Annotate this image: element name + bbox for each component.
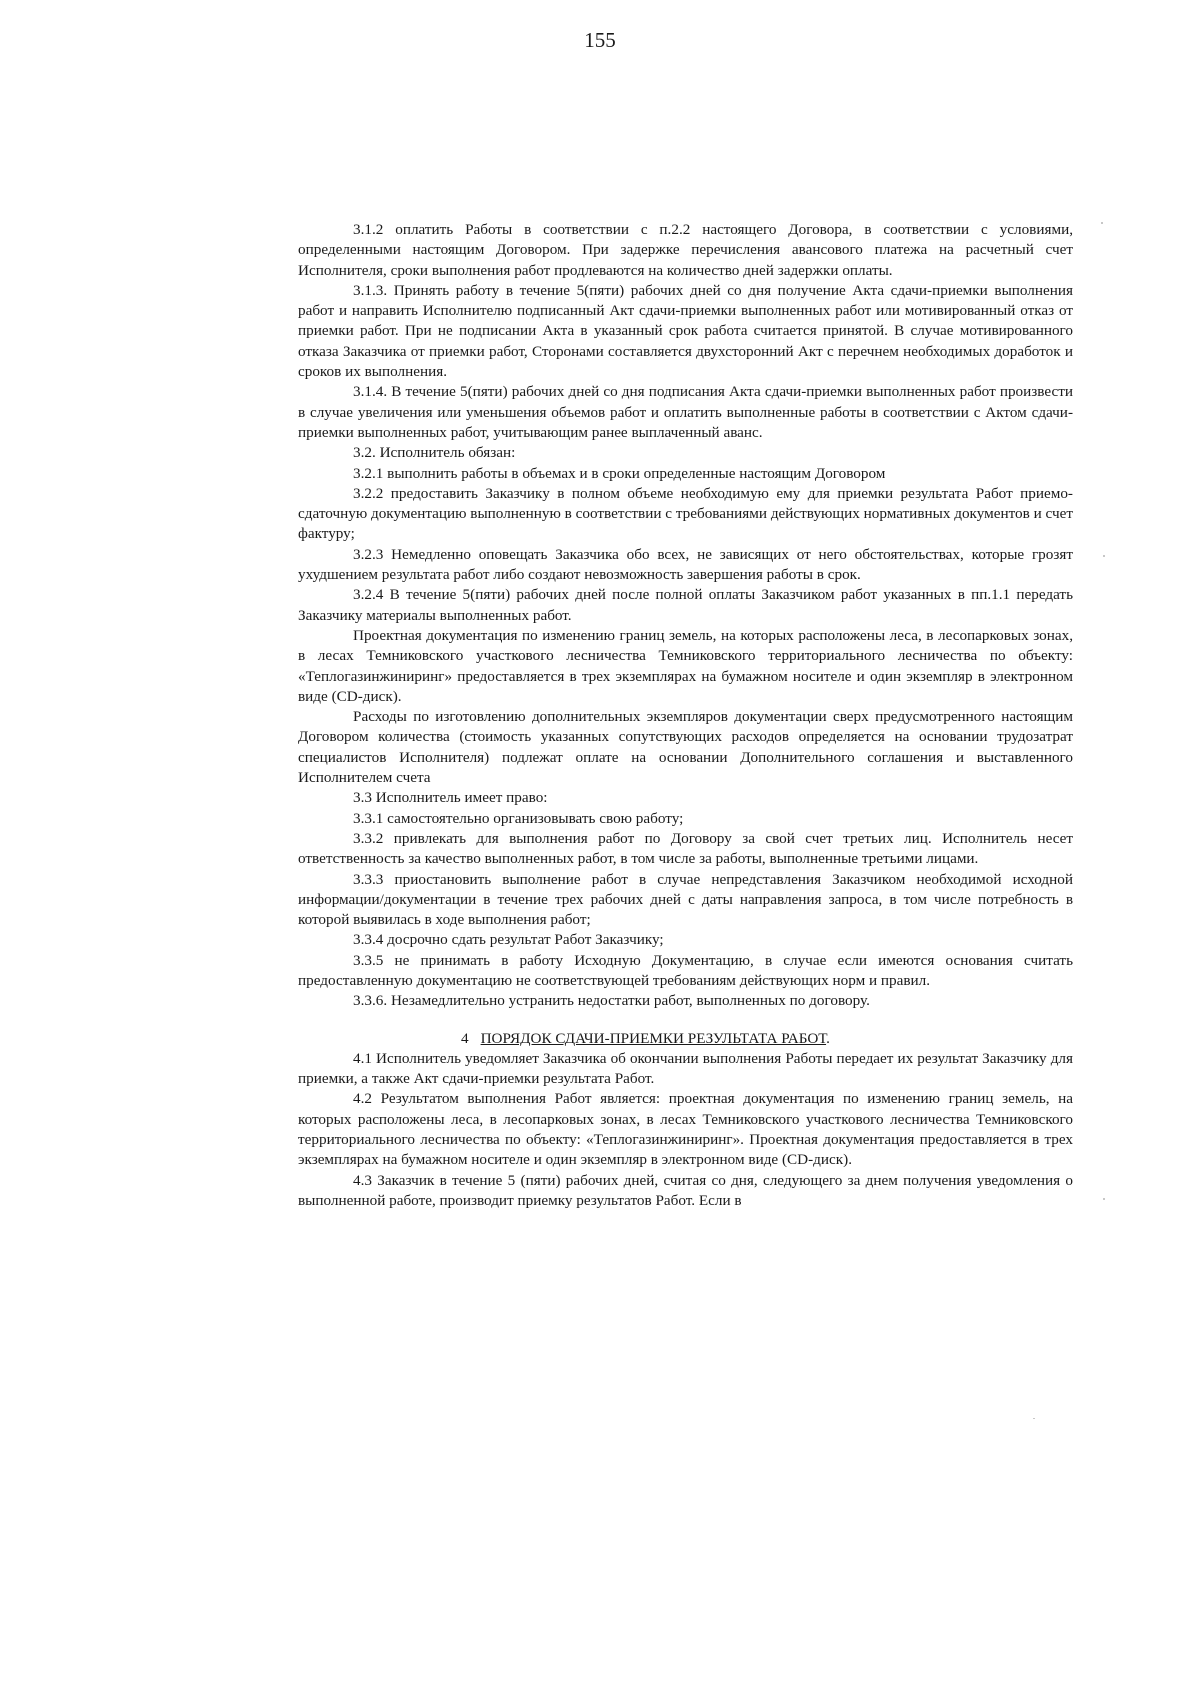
clause-3-3-3: 3.3.3 приостановить выполнение работ в случае непредставления Заказчиком необходимой исходной информации/документации в течение трех рабочих дней с даты направления запроса, в том числе потребность в которой выявилась в ходе выполнения работ; [298, 870, 1073, 929]
section-4-heading [298, 1029, 1073, 1049]
clause-3-2: 3.2. Исполнитель обязан: [353, 444, 516, 462]
clause-3-2-4: 3.2.4 В течение 5(пяти) рабочих дней после полной оплаты Заказчиком работ указанных в пп.1.1 передать Заказчику материалы выполненных работ. [298, 586, 1073, 624]
clause-3-1-2: 3.1.2 оплатить Работы в соответствии с п.2.2 настоящего Договора, в соответствии с условиями, определенными настоящим Договором. При задержке перечисления авансового платежа на расчетный счет Исполнителя, сроки выполнения работ продлеваются на количество дней задержки оплаты. [298, 221, 1073, 279]
clause-3-2-2: 3.2.2 предоставить Заказчику в полном объеме необходимую ему для приемки результата Работ приемо-сдаточную документацию выполненную в соответствии с требованиями действующих нормативных документов и счет фактуру; [298, 484, 1073, 543]
section-4-title-end: . [826, 1029, 830, 1047]
document-body [298, 220, 1073, 1211]
clause-3-3: 3.3 Исполнитель имеет право: [353, 789, 548, 807]
section-4-title: ПОРЯДОК СДАЧИ-ПРИЕМКИ РЕЗУЛЬТАТА РАБОТ [480, 1029, 827, 1047]
scan-speck [1101, 222, 1103, 224]
clause-3-2-1: 3.2.1 выполнить работы в объемах и в сроки определенные настоящим Договором [353, 464, 886, 482]
scan-speck [1033, 1418, 1035, 1419]
clause-3-1-4: 3.1.4. В течение 5(пяти) рабочих дней со дня подписания Акта сдачи-приемки выполненных работ произвести в случае увеличения или уменьшения объемов работ и оплатить выполненные работы в соответствии с Актом сдачи-приемки выполненных работ, учитывающим ранее выплаченный аванс. [298, 383, 1073, 441]
clause-3-3-5: 3.3.5 не принимать в работу Исходную Документацию, в случае если имеются основания считать предоставленную документацию не соответствующей требованиям действующих норм и правил. [298, 951, 1073, 989]
clause-3-1-3: 3.1.3. Принять работу в течение 5(пяти) рабочих дней со дня получение Акта сдачи-приемки выполнения работ и направить Исполнителю подписанный Акт сдачи-приемки выполненных работ или мотивированный отказ от приемки работ. При не подписании Акта в указанный срок работа считается принятой. В случае мотивированного отказа Заказчика от приемки работ, Сторонами составляется двухсторонний Акт с перечнем необходимых доработок и сроков их выполнения. [298, 281, 1073, 381]
clause-3-3-1: 3.3.1 самостоятельно организовывать свою работу; [353, 809, 684, 827]
clause-3-3-6: 3.3.6. Незамедлительно устранить недостатки работ, выполненных по договору. [353, 992, 870, 1010]
extra-copies-costs-paragraph: Расходы по изготовлению дополнительных экземпляров документации сверх предусмотренного настоящим Договором количества (стоимость указанных сопутствующих расходов определяется на основании трудозатрат специалистов Исполнителя) подлежат оплате на основании Дополнительного соглашения и выставленного Исполнителем счета [298, 708, 1073, 787]
clause-3-3-4: 3.3.4 досрочно сдать результат Работ Заказчику; [353, 931, 664, 949]
section-4-number: 4 [461, 1029, 469, 1047]
clause-4-3: 4.3 Заказчик в течение 5 (пяти) рабочих дней, считая со дня, следующего за днем получения уведомления о выполненной работе, производит приемку результатов Работ. Если в [298, 1171, 1073, 1209]
page-number: 155 [584, 28, 616, 52]
scan-speck [1103, 1198, 1105, 1200]
project-documentation-paragraph: Проектная документация по изменению границ земель, на которых расположены леса, в лесопарковых зонах, в лесах Темниковского участкового лесничества Темниковского территориального лесничества по объекту: «Теплогазинжиниринг» предоставляется в трех экземплярах на бумажном носителе и один экземпляр в электронном виде (CD-диск). [298, 626, 1073, 705]
clause-3-2-3: 3.2.3 Немедленно оповещать Заказчика обо всех, не зависящих от него обстоятельствах, которые грозят ухудшением результата работ либо создают невозможность завершения работы в срок. [298, 545, 1073, 584]
scan-speck [1103, 555, 1105, 557]
clause-4-2: 4.2 Результатом выполнения Работ является: проектная документация по изменению границ земель, на которых расположены леса, в лесопарковых зонах, в лесах Темниковского участкового лесничества Темниковского территориального лесничества по объекту: «Теплогазинжиниринг». Проектная документация предоставляется в трех экземплярах на бумажном носителе и один экземпляр в электронном виде (CD-диск). [298, 1090, 1073, 1169]
clause-3-3-2: 3.3.2 привлекать для выполнения работ по Договору за свой счет третьих лиц. Исполнитель несет ответственность за качество выполненных работ, в том числе за работы, выполненные третьими лицами. [298, 829, 1073, 868]
clause-4-1: 4.1 Исполнитель уведомляет Заказчика об окончании выполнения Работы передает их результат Заказчику для приемки, а также Акт сдачи-приемки результата Работ. [298, 1049, 1073, 1088]
